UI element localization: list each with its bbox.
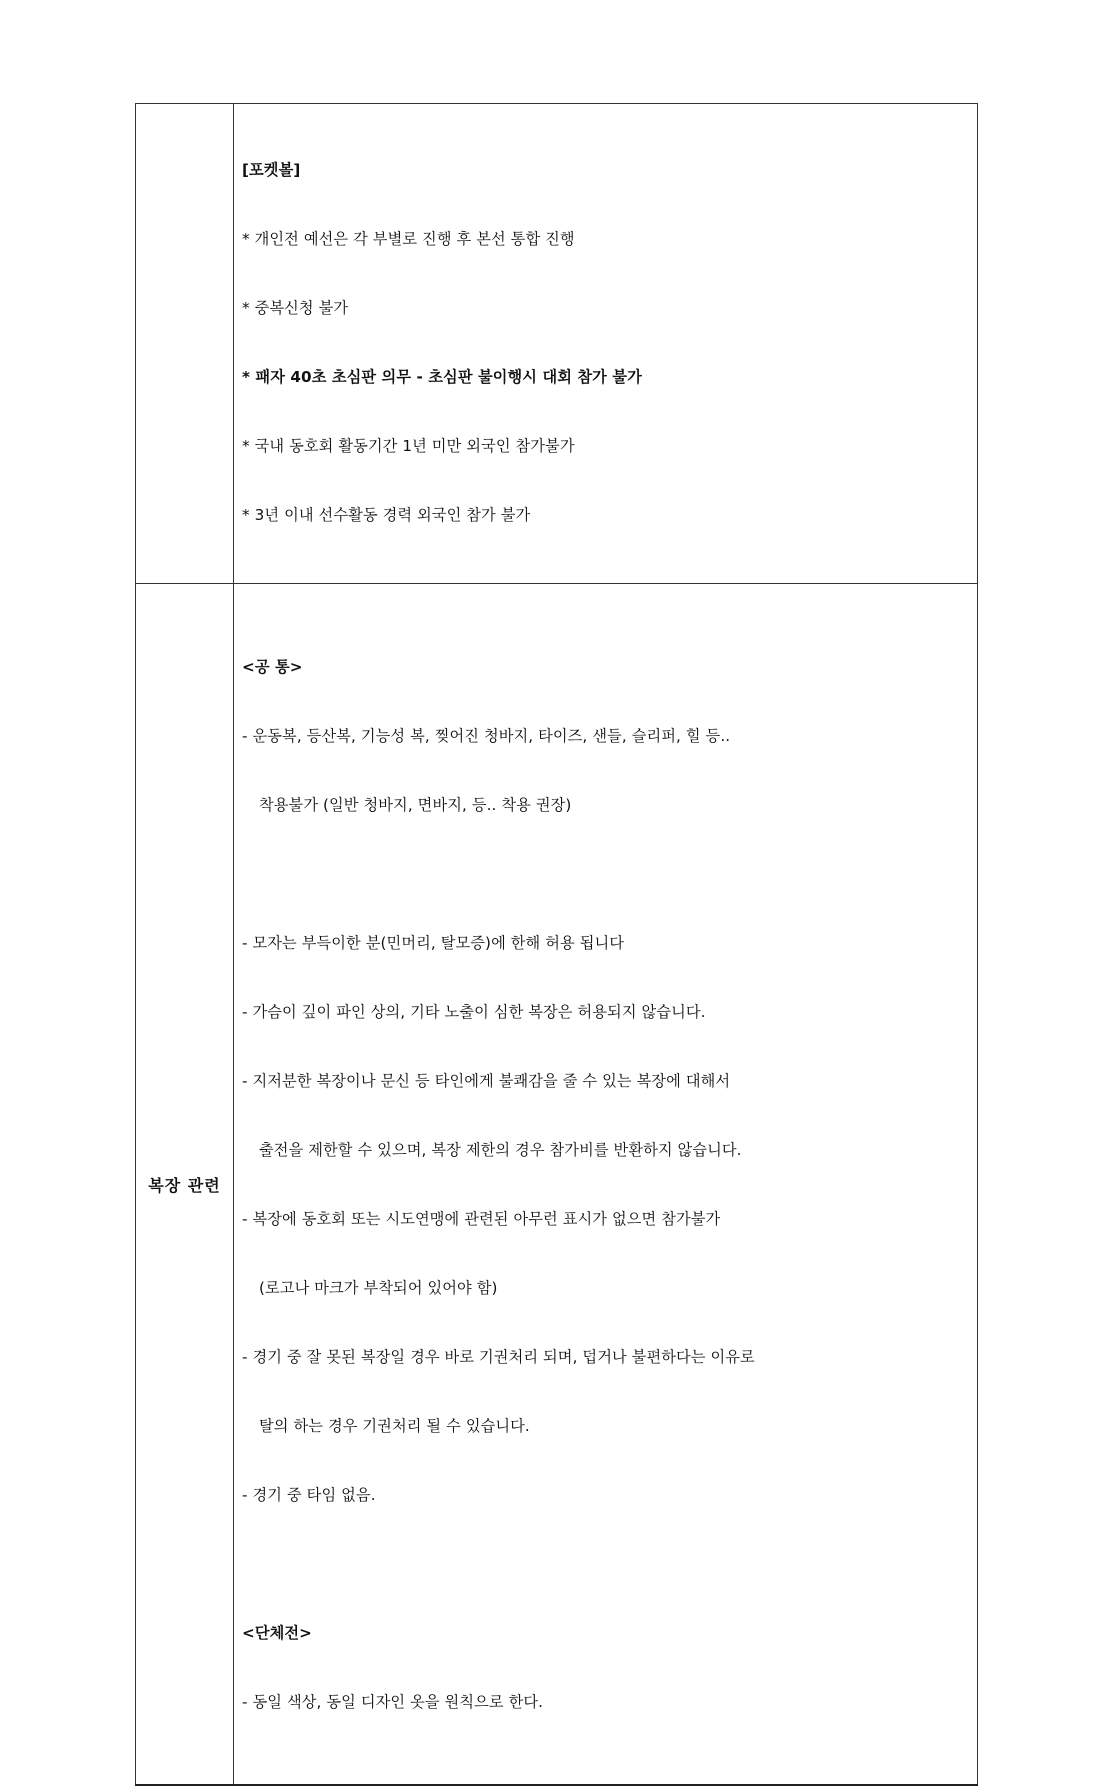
dress-rule-line: - 경기 중 잘 못된 복장일 경우 바로 기권처리 되며, 덥거나 불편하다는 이유로 bbox=[242, 1348, 755, 1366]
rules-table bbox=[135, 103, 978, 1786]
dress-rule-line: (로고나 마크가 부착되어 있어야 함) bbox=[259, 1279, 498, 1297]
dress-rule-line: 출전을 제한할 수 있으며, 복장 제한의 경우 참가비를 반환하지 않습니다. bbox=[259, 1141, 742, 1159]
table-row bbox=[136, 584, 978, 1786]
row-label-empty bbox=[136, 104, 234, 584]
dress-rule-line: - 지저분한 복장이나 문신 등 타인에게 불쾌감을 줄 수 있는 복장에 대해서 bbox=[242, 1072, 731, 1090]
common-heading: <공 통> bbox=[242, 658, 303, 676]
rule-line: * 3년 이내 선수활동 경력 외국인 참가 불가 bbox=[242, 506, 531, 524]
team-rule-line: - 동일 색상, 동일 디자인 옷을 원칙으로 한다. bbox=[242, 1693, 544, 1711]
dress-rule-line: - 복장에 동호회 또는 시도연맹에 관련된 아무런 표시가 없으면 참가불가 bbox=[242, 1210, 721, 1228]
dress-rule-line: - 모자는 부득이한 분(민머리, 탈모증)에 한해 허용 됩니다 bbox=[242, 934, 625, 952]
rule-line: * 중복신청 불가 bbox=[242, 299, 349, 317]
blank-line bbox=[242, 1553, 977, 1576]
dress-rule-line: 착용불가 (일반 청바지, 면바지, 등.. 착용 권장) bbox=[259, 796, 572, 814]
rule-line-emphasis: * 패자 40초 초심판 의무 - 초심판 불이행시 대회 참가 불가 bbox=[242, 368, 642, 386]
blank-line bbox=[242, 863, 977, 886]
dress-code-label: 복장 관련 bbox=[136, 584, 234, 1786]
table-row bbox=[136, 104, 978, 584]
dress-rule-line: 탈의 하는 경우 기권처리 될 수 있습니다. bbox=[259, 1417, 530, 1435]
dress-rule-line: - 가슴이 깊이 파인 상의, 기타 노출이 심한 복장은 허용되지 않습니다. bbox=[242, 1003, 706, 1021]
dress-code-rules-cell bbox=[234, 584, 978, 1786]
rule-line: * 국내 동호회 활동기간 1년 미만 외국인 참가불가 bbox=[242, 437, 575, 455]
dress-rule-line: - 경기 중 타임 없음. bbox=[242, 1486, 376, 1504]
pocketball-heading: [포켓볼] bbox=[242, 161, 301, 179]
dress-rule-line: - 운동복, 등산복, 기능성 복, 찢어진 청바지, 타이즈, 샌들, 슬리퍼, 힐 등.. bbox=[242, 727, 731, 745]
pocketball-rules-cell bbox=[234, 104, 978, 584]
team-heading: <단체전> bbox=[242, 1624, 312, 1642]
rule-line: * 개인전 예선은 각 부별로 진행 후 본선 통합 진행 bbox=[242, 230, 575, 248]
